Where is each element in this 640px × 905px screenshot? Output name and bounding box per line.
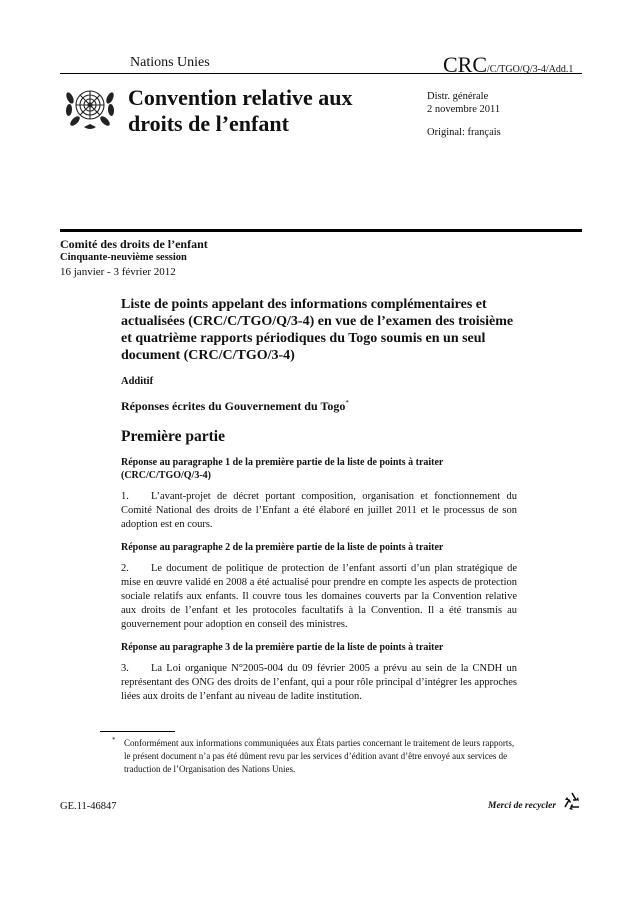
issue-date: 2 novembre 2011: [427, 104, 501, 115]
document-reference: GE.11-46847: [60, 801, 117, 812]
paragraph-number: 3.: [121, 663, 129, 675]
main-content: [121, 296, 517, 704]
paragraph-text: La Loi organique N°2005-004 du 09 février 2005 a prévu au sein de la CNDH un représentant des ONG des droits de l’enfant, qui a pour rôle principal d’intégrer les approches liées aux droits de l’enfant au niveau de ladite institution.: [121, 663, 517, 702]
footnote-mark: *: [345, 399, 349, 407]
body-title: Convention relative aux droits de l’enfant: [128, 85, 353, 136]
section-heading: Réponse au paragraphe 3 de la première partie de la liste de points à traiter: [121, 642, 444, 654]
symbol-sub: /C/TGO/Q/3-4/Add.1: [487, 64, 574, 75]
paragraph: [121, 662, 517, 703]
footnote-marker: *: [112, 736, 116, 744]
paragraph-text: Le document de politique de protection de l’enfant assorti d’un plan stratégique de mise en œuvre validé en 2008 a été actualisé pour prendre en compte les aspects de protection sociale relatifs aux enfants. Il couvre tous les domaines couverts par la Convention relative aux droits de l’enfant et les protocoles facultatifs à la Convention. Il a été transmis au gouvernement pour adoption en conseil des ministres.: [121, 563, 517, 630]
paragraph: [121, 490, 517, 531]
header-rule: [60, 73, 582, 74]
document-title: Liste de points appelant des informations complémentaires et actualisées (CRC/C/TGO/Q/3-4) en vue de l’examen des troisième et quatrième rapports périodiques du Togo soumis en un seul document (CRC/C/TGO/3-4): [121, 297, 514, 363]
section-heading: Réponse au paragraphe 1 de la première partie de la liste de points à traiter (CRC/C/TGO/Q/3-4): [121, 457, 444, 481]
paragraph-text: L’avant-projet de décret portant composition, organisation et fonctionnement du Comité National des droits de l’Enfant a été élaboré en juillet 2011 et le processus de son adoption est en cours.: [121, 491, 517, 530]
header-thick-rule: [60, 229, 582, 232]
distribution: Distr. générale: [427, 91, 489, 102]
footnote-rule: [100, 731, 175, 732]
paragraph: [121, 562, 517, 631]
session: Cinquante-neuvième session: [60, 252, 187, 263]
replies-text: Réponses écrites du Gouvernement du Togo: [121, 399, 346, 413]
footnote: [100, 737, 520, 776]
committee-name: Comité des droits de l’enfant: [60, 237, 208, 251]
part-heading: Première partie: [121, 428, 225, 445]
session-dates: 16 janvier - 3 février 2012: [60, 266, 176, 278]
section-heading: Réponse au paragraphe 2 de la première partie de la liste de points à traiter: [121, 542, 444, 554]
paragraph-number: 1.: [121, 491, 129, 502]
recycle-label: Merci de recycler: [488, 801, 557, 811]
document-symbol: [443, 52, 573, 78]
un-name: Nations Unies: [130, 55, 210, 70]
un-emblem-icon: [64, 80, 116, 132]
recycle-icon: [562, 791, 582, 811]
replies-heading: [121, 399, 517, 414]
symbol-main: CRC: [443, 52, 488, 77]
original-language: Original: français: [427, 127, 501, 138]
addendum-label: Additif: [121, 376, 154, 387]
footnote-text: Conformément aux informations communiquées aux États parties concernant le traitement de leurs rapports, le présent document n’a pas été dûment revu par les services d’édition avant d’être envoyé aux services de traduction de l’Organisation des Nations Unies.: [124, 738, 515, 774]
paragraph-number: 2.: [121, 563, 129, 575]
committee-block: [60, 237, 208, 279]
distribution-block: [427, 90, 501, 139]
